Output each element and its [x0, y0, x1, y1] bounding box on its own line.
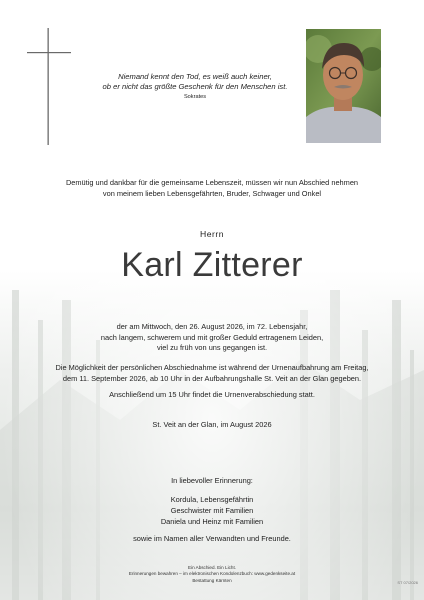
farewell-line: dem 11. September 2026, ab 10 Uhr in der Aufbahrungshalle St. Veit an der Glan gegeben.: [62, 373, 362, 383]
intro-line: von meinem lieben Lebensgefährten, Bruder, Schwager und Onkel: [102, 189, 322, 198]
footer: [0, 565, 424, 584]
death-notice-line: der am Mittwoch, den 26. August 2026, im 72. Lebensjahr,: [116, 322, 308, 331]
urn-ceremony: Anschließend um 15 Uhr findet die Urnenverabschiedung statt.: [109, 390, 315, 399]
mourners-list: [0, 494, 424, 527]
closing: sowie im Namen aller Verwandten und Freunde.: [133, 534, 291, 543]
memory-heading: In liebevoller Erinnerung:: [171, 476, 253, 485]
quote: [80, 72, 310, 101]
farewell-line: Die Möglichkeit der persönlichen Abschiednahme ist während der Urnenaufbahrung am Freitag,: [55, 363, 369, 372]
intro-line: Demütig und dankbar für die gemeinsame Lebenszeit, müssen wir nun Abschied nehmen: [65, 178, 359, 187]
place-date: St. Veit an der Glan, im August 2026: [152, 420, 272, 429]
death-notice-line: nach langem, schwerem und mit großer Geduld ertragenem Leiden,: [100, 332, 324, 342]
death-notice-line: viel zu früh von uns gegangen ist.: [156, 343, 268, 353]
quote-line: ob er nicht das größte Geschenk für den Menschen ist.: [102, 82, 288, 92]
deceased-name: Karl Zitterer: [121, 246, 303, 284]
quote-author: Sokrates: [183, 93, 207, 100]
mourner: Kordula, Lebensgefährtin: [170, 495, 254, 504]
salutation: Herrn: [200, 229, 224, 239]
footer-line: Bestattung Kärnten: [192, 577, 232, 583]
portrait-photo: [306, 29, 381, 143]
intro-text: [0, 177, 424, 199]
death-notice: [0, 322, 424, 354]
print-code: ST 07/2026: [397, 580, 418, 585]
quote-line: Niemand kennt den Tod, es weiß auch keiner,: [118, 72, 272, 81]
footer-link[interactable]: Erinnerungen bewahren – im elektronischen Kondolenzbuch: www.gedenkseite.at: [128, 571, 296, 577]
farewell-info: [0, 363, 424, 384]
footer-line: Ein Abschied. Ein Licht.: [187, 565, 236, 570]
mourner: Daniela und Heinz mit Familien: [160, 517, 264, 526]
mourner: Geschwister mit Familien: [170, 506, 254, 515]
